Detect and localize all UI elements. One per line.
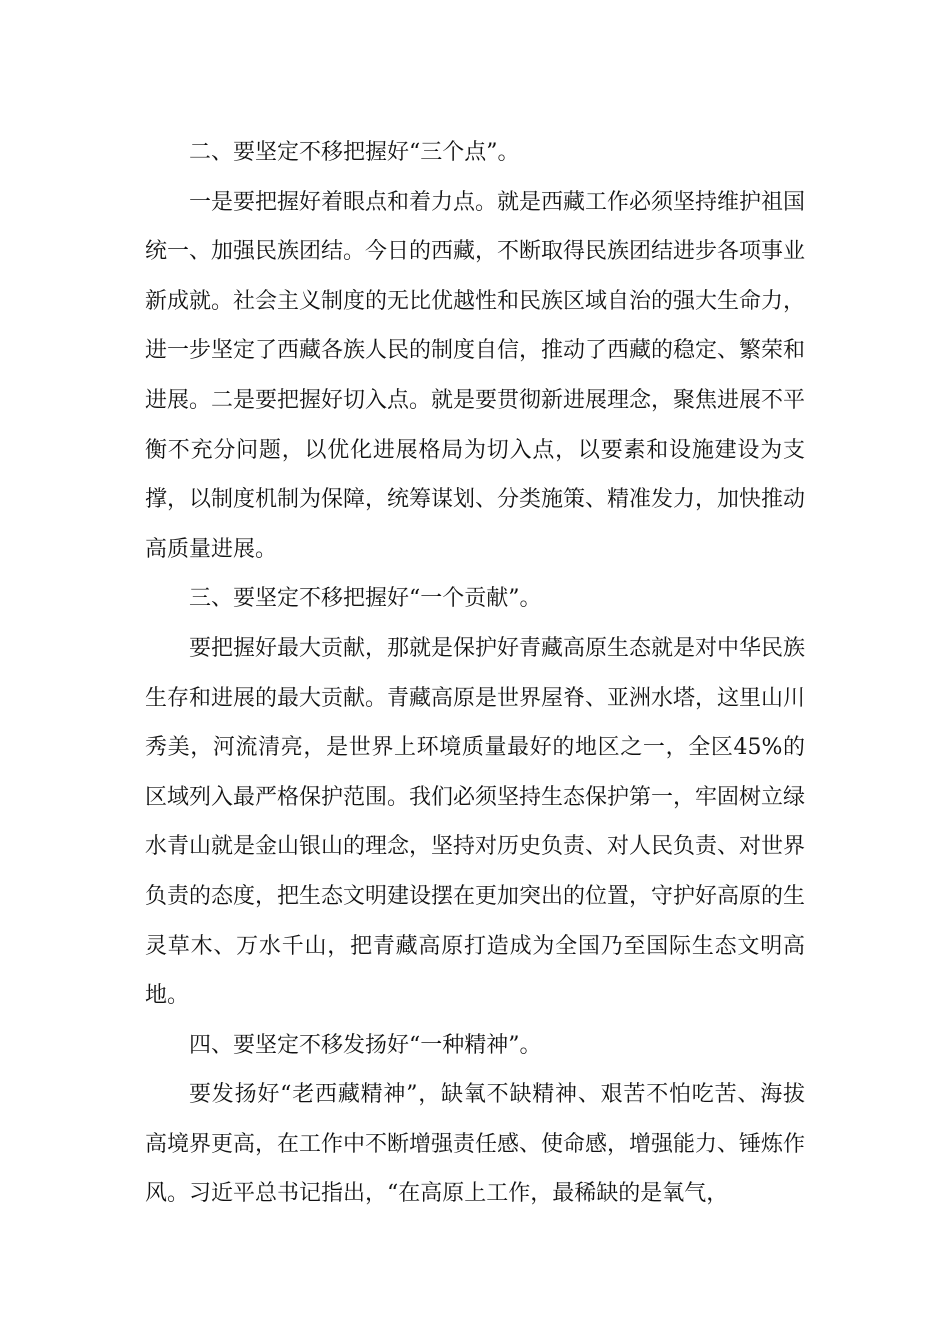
paragraph-one-contribution: 要把握好最大贡献，那就是保护好青藏高原生态就是对中华民族生存和进展的最大贡献。青藏高原是世界屋脊、亚洲水塔，这里山川秀美，河流清亮，是世界上环境质量最好的地区之一，全区45%的区域列入最严格保护范围。我们必须坚持生态保护第一，牢固树立绿水青山就是金山银山的理念，坚持对历史负责、对人民负责、对世界负责的态度，把生态文明建设摆在更加突出的位置，守护好高原的生灵草木、万水千山，把青藏高原打造成为全国乃至国际生态文明高地。 (145, 635, 806, 1009)
document-body (145, 128, 805, 1219)
paragraph-one-spirit: 要发扬好“老西藏精神”，缺氧不缺精神、艰苦不怕吃苦、海拔高境界更高，在工作中不断增强责任感、使命感，增强能力、锤炼作风。习近平总书记指出，“在高原上工作，最稀缺的是氧气， (145, 1082, 806, 1207)
section-heading-4: 四、要坚定不移发扬好“一种精神”。 (189, 1032, 542, 1058)
paragraph-three-points: 一是要把握好着眼点和着力点。就是西藏工作必须坚持维护祖国统一、加强民族团结。今日的西藏，不断取得民族团结进步各项事业新成就。社会主义制度的无比优越性和民族区域自治的强大生命力，进一步坚定了西藏各族人民的制度自信，推动了西藏的稳定、繁荣和进展。二是要把握好切入点。就是要贯彻新进展理念，聚焦进展不平衡不充分问题，以优化进展格局为切入点，以要素和设施建设为支撑，以制度机制为保障，统筹谋划、分类施策、精准发力，加快推动高质量进展。 (145, 189, 806, 562)
section-heading-2: 二、要坚定不移把握好“三个点”。 (189, 140, 520, 165)
section-heading-3: 三、要坚定不移把握好“一个贡献”。 (189, 586, 542, 612)
